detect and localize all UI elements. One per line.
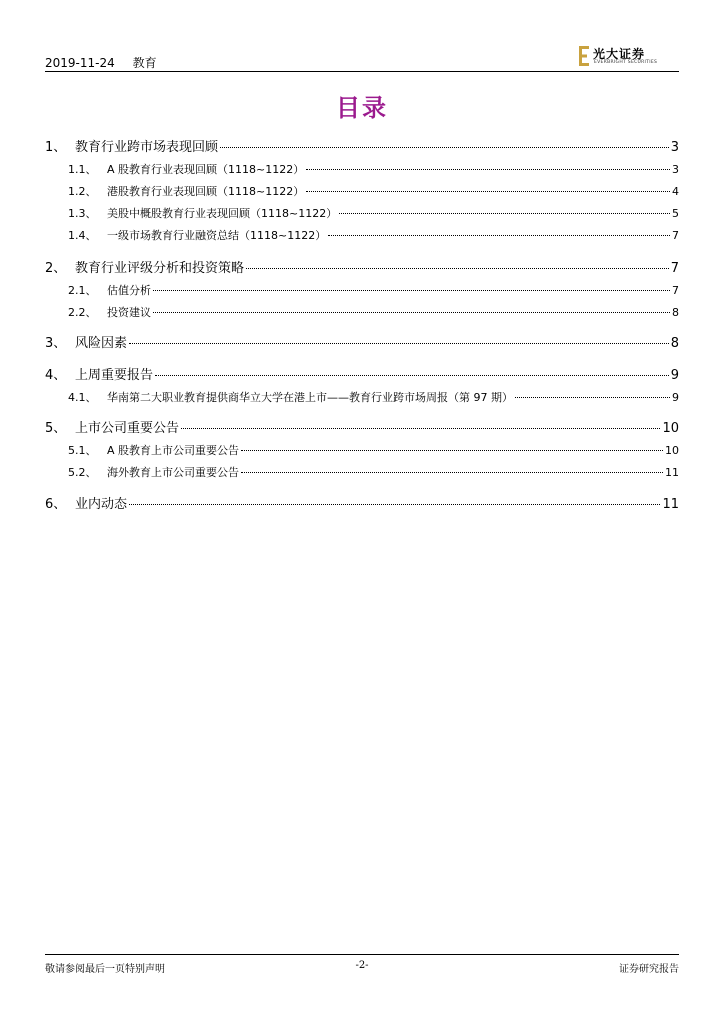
toc-entry[interactable] [45, 183, 679, 199]
toc-number: 2.2、 [68, 306, 97, 319]
page-title: 目录 [336, 94, 388, 122]
logo-name: 光大证券 [593, 47, 646, 61]
toc-number: 6、 [45, 497, 67, 512]
toc-label: 风险因素 [75, 336, 128, 351]
toc-number: 2、 [45, 261, 67, 276]
header-info [45, 54, 171, 71]
toc-label: 港股教育行业表现回顾（1118~1122） [107, 185, 305, 198]
toc-entry[interactable] [45, 389, 679, 405]
logo-e-icon [579, 46, 591, 66]
toc-page: 8 [672, 306, 679, 319]
toc-label: 上周重要报告 [75, 368, 154, 383]
toc-label: 业内动态 [75, 497, 128, 512]
toc-leader [306, 168, 670, 170]
toc-number: 1、 [45, 140, 67, 155]
toc-leader [129, 503, 660, 505]
toc-page: 9 [670, 368, 679, 383]
toc-entry[interactable] [45, 205, 679, 221]
toc-number: 5.2、 [68, 466, 97, 479]
toc-entry[interactable] [45, 161, 679, 177]
toc-entry[interactable] [45, 364, 679, 383]
toc-label: 华南第二大职业教育提供商华立大学在港上市——教育行业跨市场周报（第 97 期） [107, 391, 513, 404]
toc-label: 海外教育上市公司重要公告 [107, 466, 239, 479]
toc-leader [153, 289, 670, 291]
toc-number: 4.1、 [68, 391, 97, 404]
toc-entry[interactable] [45, 442, 679, 458]
toc-leader [306, 190, 670, 192]
report-category: 教育 [132, 56, 157, 70]
toc-page: 5 [672, 207, 679, 220]
toc-label: 上市公司重要公告 [75, 421, 180, 436]
header-divider [45, 71, 679, 72]
toc-page: 7 [672, 229, 679, 242]
footer-divider [45, 954, 679, 955]
toc-page: 3 [672, 163, 679, 176]
toc-label: A 股教育行业表现回顾（1118~1122） [107, 163, 305, 176]
toc-label: 投资建议 [107, 306, 151, 319]
toc-entry[interactable] [45, 332, 679, 351]
toc-page: 9 [672, 391, 679, 404]
toc-label: 教育行业跨市场表现回顾 [75, 140, 219, 155]
logo-subtitle: EVERBRIGHT SECURITIES [594, 60, 658, 65]
toc-page: 4 [672, 185, 679, 198]
toc-number: 5、 [45, 421, 67, 436]
toc-page: 10 [665, 444, 679, 457]
toc-leader [246, 267, 669, 269]
toc-leader [515, 396, 670, 398]
toc-page: 7 [670, 261, 679, 276]
toc-page: 11 [665, 466, 679, 479]
toc-entry[interactable] [45, 282, 679, 298]
toc-label: A 股教育上市公司重要公告 [107, 444, 240, 457]
toc-number: 1.2、 [68, 185, 97, 198]
toc-leader [328, 234, 670, 236]
toc-entry[interactable] [45, 493, 679, 512]
toc-label: 美股中概股教育行业表现回顾（1118~1122） [107, 207, 338, 220]
toc-page: 10 [662, 421, 679, 436]
toc-number: 1.1、 [68, 163, 97, 176]
footer-disclaimer: 敬请参阅最后一页特别声明 [45, 964, 165, 975]
toc-leader [129, 342, 669, 344]
toc-entry[interactable] [45, 304, 679, 320]
toc-label: 估值分析 [107, 284, 151, 297]
toc-label: 教育行业评级分析和投资策略 [75, 261, 245, 276]
company-logo [579, 44, 679, 70]
toc-leader [153, 311, 670, 313]
footer-report-type: 证券研究报告 [619, 964, 679, 975]
report-date: 2019-11-24 [45, 56, 115, 70]
toc-leader [155, 374, 669, 376]
toc-leader [241, 449, 663, 451]
toc-entry[interactable] [45, 136, 679, 155]
toc-entry[interactable] [45, 464, 679, 480]
page-number: -2- [355, 960, 369, 971]
toc-leader [339, 212, 670, 214]
toc-page: 8 [670, 336, 679, 351]
toc-page: 11 [662, 497, 679, 512]
toc-entry[interactable] [45, 227, 679, 243]
toc-label: 一级市场教育行业融资总结（1118~1122） [107, 229, 327, 242]
toc-leader [220, 146, 669, 148]
toc-leader [181, 427, 660, 429]
toc-number: 1.4、 [68, 229, 97, 242]
toc-page: 3 [670, 140, 679, 155]
toc-entry[interactable] [45, 417, 679, 436]
toc-entry[interactable] [45, 257, 679, 276]
toc-number: 5.1、 [68, 444, 97, 457]
toc-leader [241, 471, 663, 473]
toc-number: 4、 [45, 368, 67, 383]
page-header [45, 44, 679, 72]
toc-number: 1.3、 [68, 207, 97, 220]
toc-number: 3、 [45, 336, 67, 351]
toc-number: 2.1、 [68, 284, 97, 297]
toc-page: 7 [672, 284, 679, 297]
